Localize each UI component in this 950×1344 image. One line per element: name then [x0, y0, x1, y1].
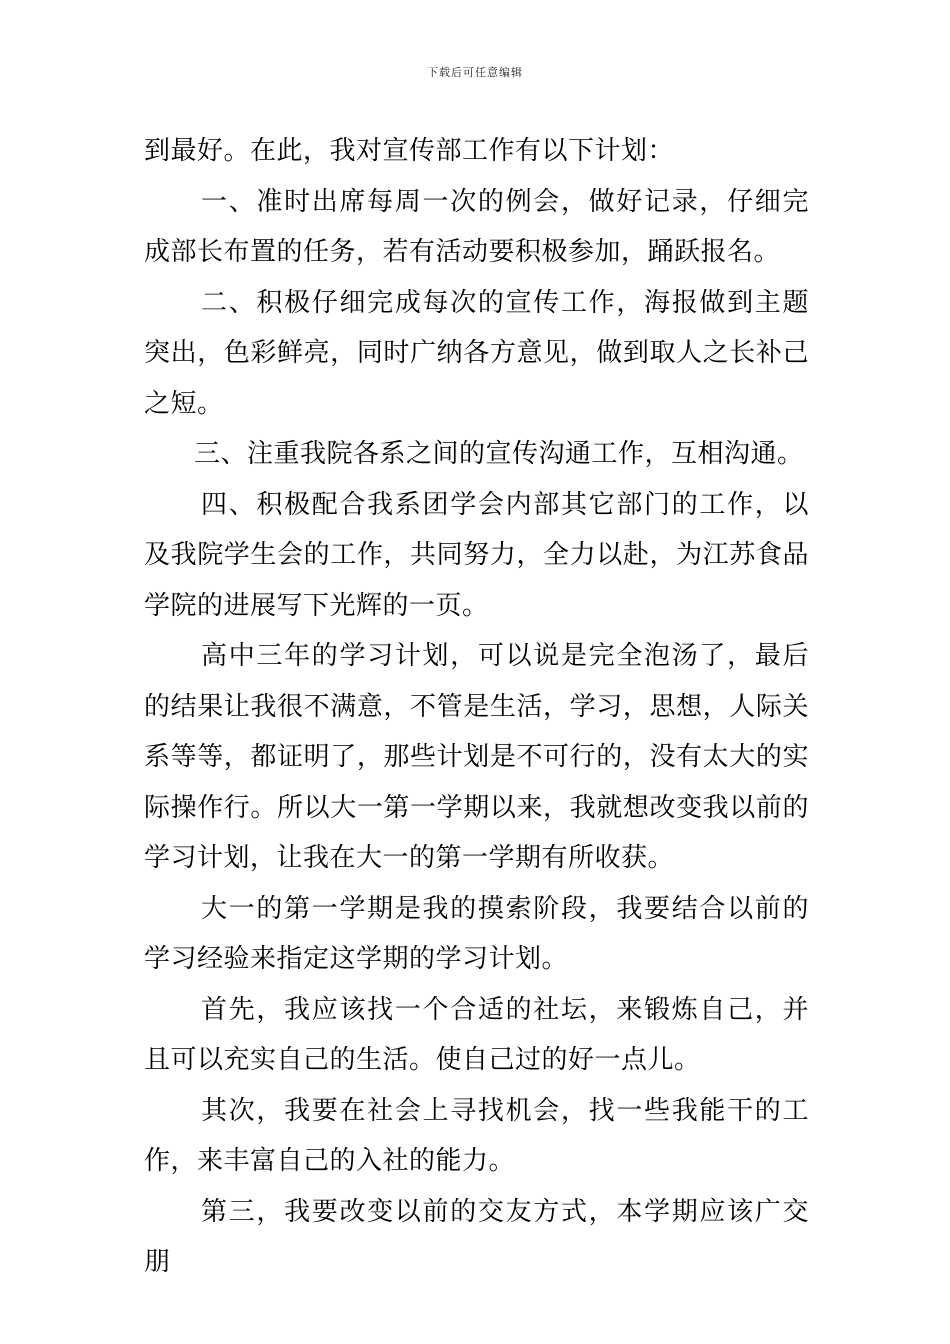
- paragraph-plan-4: 四、积极配合我系团学会内部其它部门的工作，以及我院学生会的工作，共同努力，全力以赴，为江苏食品学院的进展写下光辉的一页。: [144, 489, 809, 621]
- paragraph-plan-3: 三、注重我院各系之间的宣传沟通工作，互相沟通。: [194, 439, 804, 469]
- paragraph-first: 首先，我应该找一个合适的社坛，来锻炼自己，并且可以充实自己的生活。使自己过的好一点儿。: [144, 994, 809, 1075]
- paragraph-second: 其次，我要在社会上寻找机会，找一些我能干的工作，来丰富自己的入社的能力。: [144, 1095, 809, 1176]
- paragraph-continuation: 到最好。在此，我对宣传部工作有以下计划：: [144, 136, 675, 166]
- paragraph-third: 第三，我要改变以前的交友方式，本学期应该广交朋: [144, 1196, 809, 1277]
- paragraph-high-school: 高中三年的学习计划，可以说是完全泡汤了，最后的结果让我很不满意，不管是生活，学习，思想，人际关系等等，都证明了，那些计划是不可行的，没有太大的实际操作行。所以大一第一学期以来，我就想改变我以前的学习计划，让我在大一的第一学期有所收获。: [144, 641, 809, 873]
- paragraph-plan-1: 一、准时出席每周一次的例会，做好记录，仔细完成部长布置的任务，若有活动要积极参加，踊跃报名。: [144, 186, 809, 267]
- document-body: [144, 126, 809, 1288]
- page-header: 下载后可任意编辑: [427, 66, 523, 79]
- paragraph-first-semester: 大一的第一学期是我的摸索阶段，我要结合以前的学习经验来指定这学期的学习计划。: [144, 893, 809, 974]
- paragraph-plan-2: 二、积极仔细完成每次的宣传工作，海报做到主题突出，色彩鲜亮，同时广纳各方意见，做到取人之长补己之短。: [144, 287, 809, 419]
